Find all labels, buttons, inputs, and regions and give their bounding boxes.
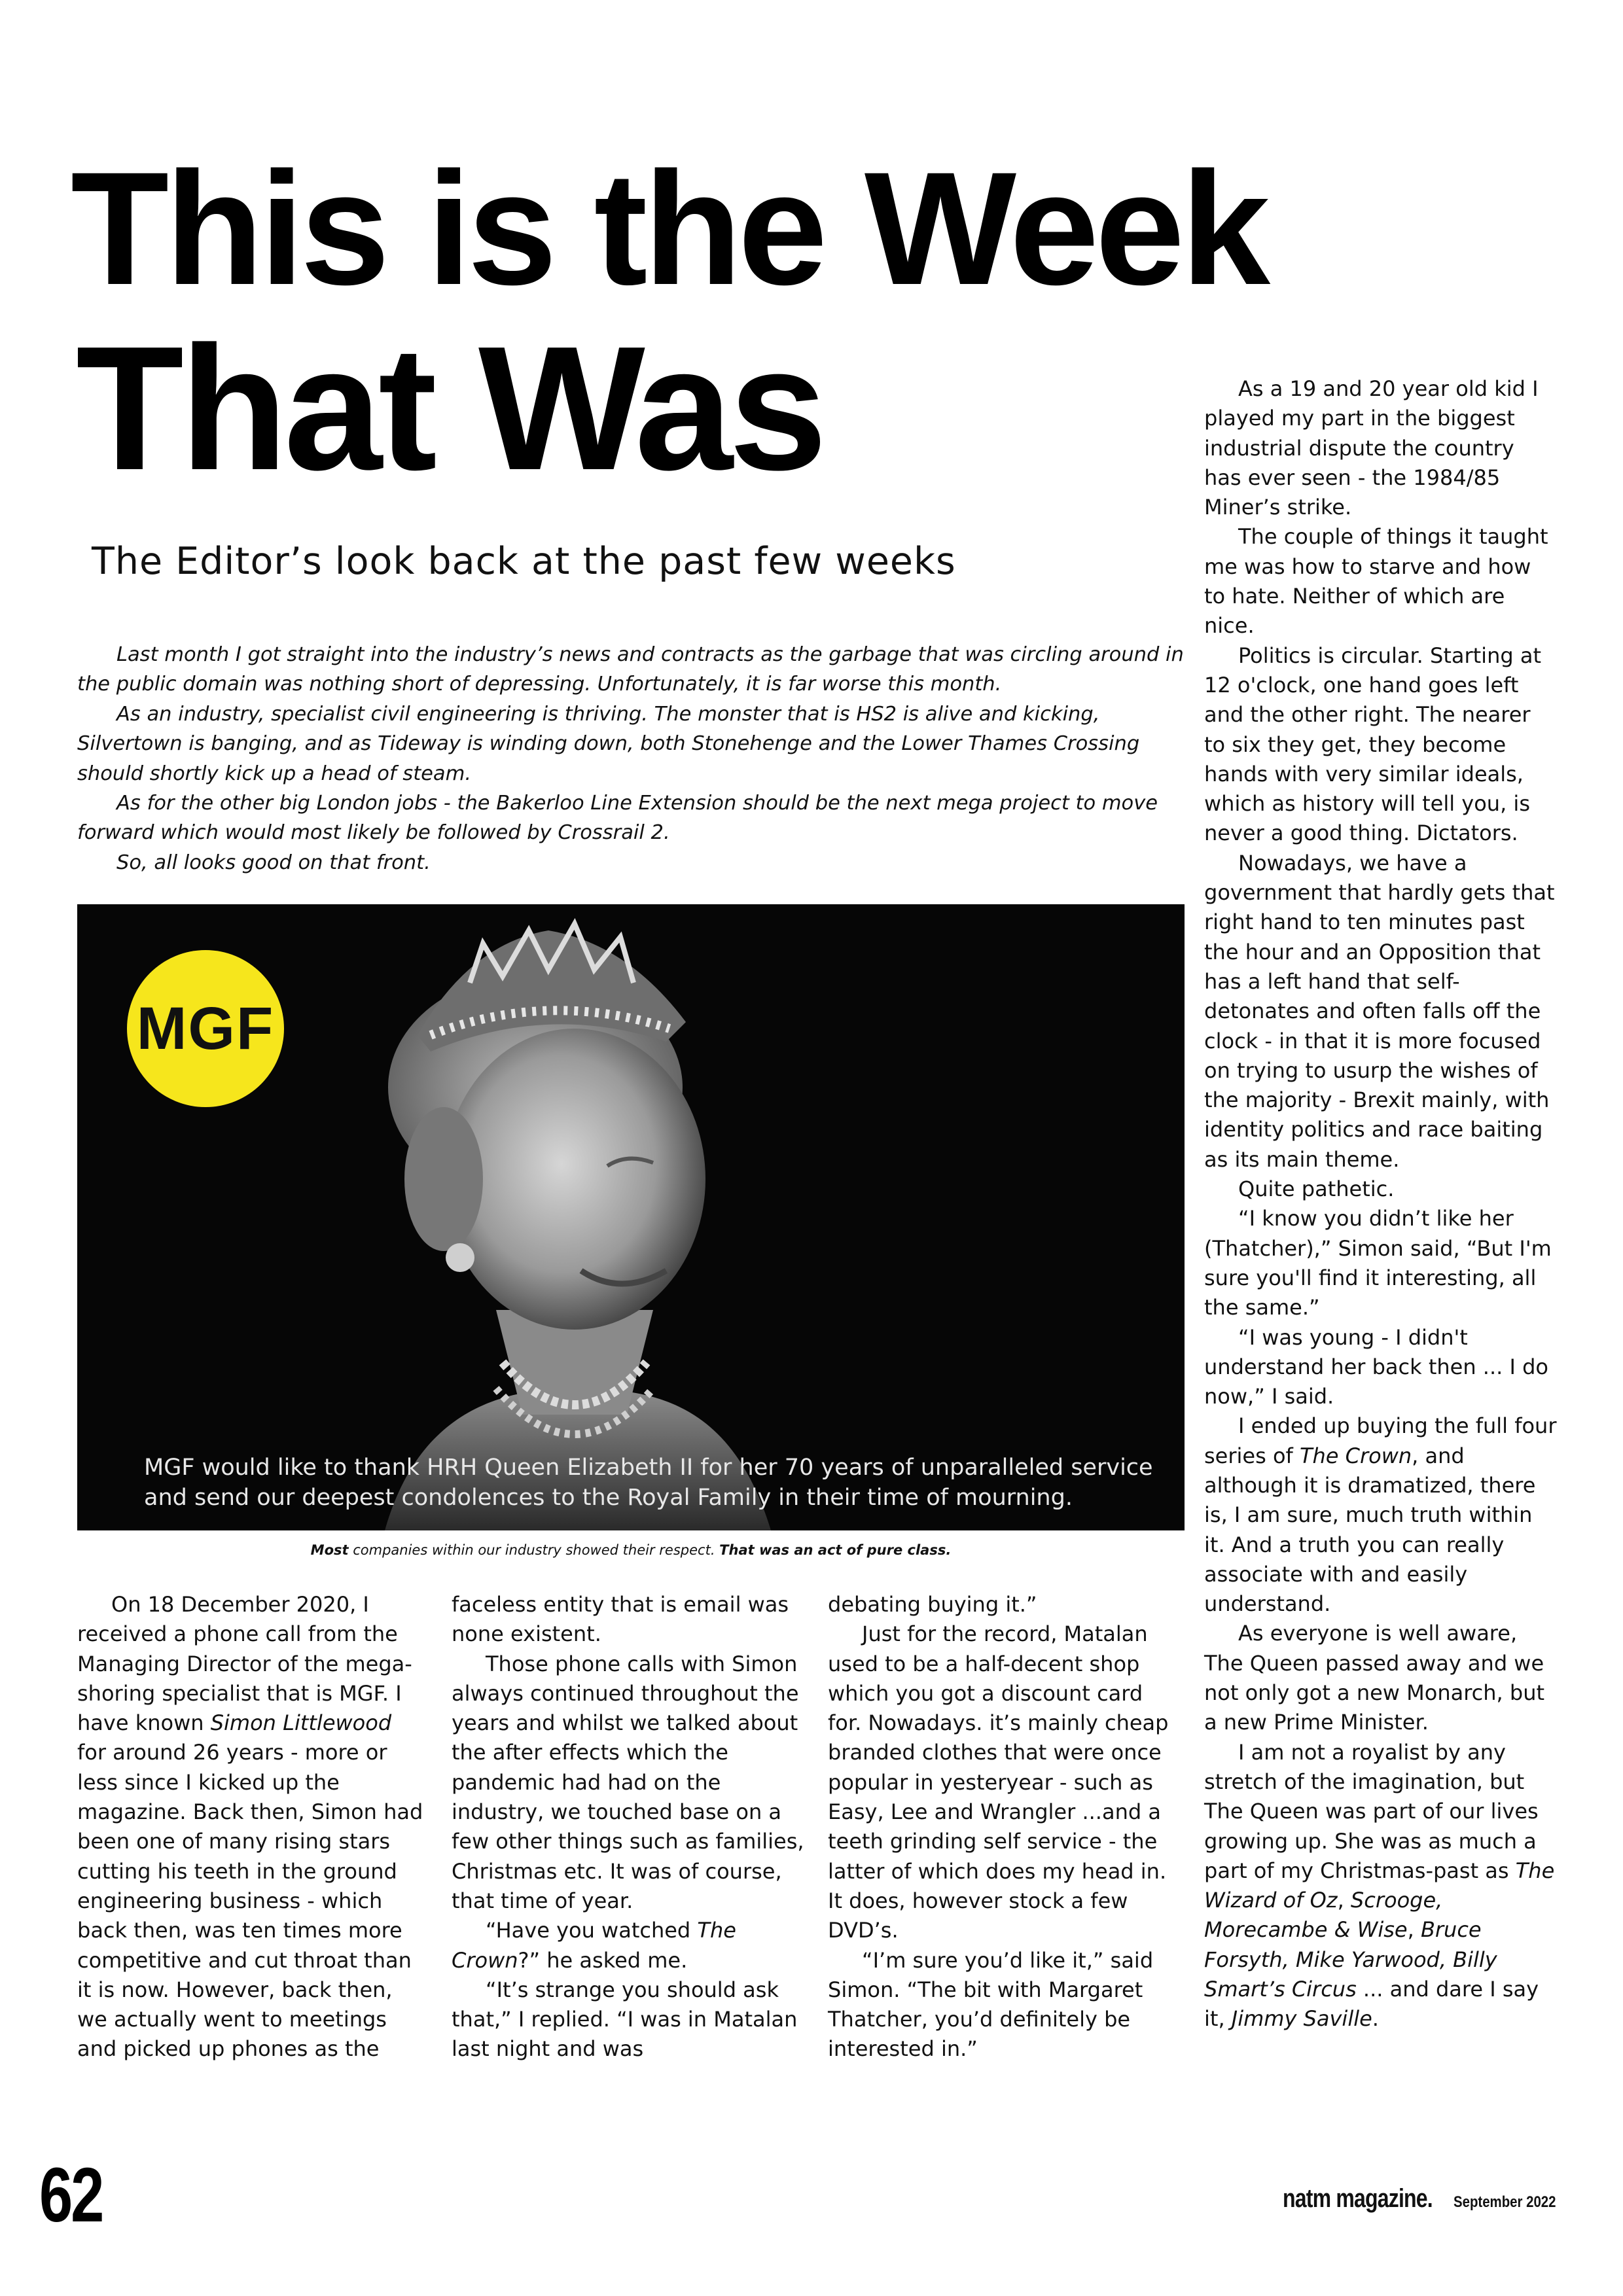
caption-text: companies within our industry showed their respect.	[348, 1542, 720, 1558]
image-caption	[77, 1540, 1185, 1560]
article-paragraph: Politics is circular. Starting at 12 o'clock, one hand goes left and the other right. The nearer to six they get, they become hands with very similar ideals, which as history will tell you, is never a good thing. Dictators.	[1204, 643, 1541, 846]
intro	[77, 640, 1190, 877]
article-paragraph: Quite pathetic.	[1238, 1176, 1395, 1202]
article-paragraph: Those phone calls with Simon always continued throughout the years and whilst we talked about the after effects which the pandemic had had on the industry, we touched base on a few other things such as families, Christmas etc. It was of course, that time of year.	[452, 1651, 804, 1913]
caption-bold-lead: Most	[310, 1542, 349, 1558]
article-column-3	[828, 1590, 1175, 2064]
subtitle: The Editor’s look back at the past few weeks	[92, 540, 956, 583]
article-column-2	[452, 1590, 805, 2064]
article-paragraph: Just for the record, Matalan used to be a half-decent shop which you got a discount card for. Nowadays. it’s mainly cheap branded clothes that were once popular in yesteryear - such as Easy, Lee and Wrangler ...and a teeth grinding self service - the latter of which does my head in. It does, however stock a few DVD’s.	[828, 1621, 1169, 1943]
photo-overlay-caption	[144, 1453, 1165, 1513]
article-paragraph: debating buying it.”	[828, 1592, 1037, 1617]
photo-caption-line1: MGF would like to thank HRH Queen Elizabeth II for her 70 years of unparalleled service	[144, 1455, 1153, 1481]
queen-photo	[77, 904, 1185, 1530]
article-paragraph: As a 19 and 20 year old kid I played my part in the biggest industrial dispute the country has ever seen - the 1984/85 Miner’s strike.	[1204, 376, 1539, 520]
intro-paragraph: So, all looks good on that front.	[116, 851, 431, 874]
intro-paragraph: As an industry, specialist civil engineering is thriving. The monster that is HS2 is alive and kicking, Silvertown is banging, and as Tideway is winding down, both Stonehenge and the Lower Thames Crossing should shortly kick up a head of steam.	[77, 702, 1140, 785]
magazine-name: natm magazine.	[1283, 2184, 1433, 2213]
person-name: Simon Littlewood	[210, 1710, 392, 1736]
article-column-4	[1204, 374, 1558, 2034]
caption-bold-tail: That was an act of pure class.	[719, 1542, 952, 1558]
mgf-logo	[127, 950, 284, 1107]
article-paragraph: “Have you watched The Crown?” he asked me.	[452, 1918, 736, 1973]
title-reference: The Crown	[1299, 1443, 1412, 1468]
article-paragraph: The couple of things it taught me was how to starve and how to hate. Neither of which are nice.	[1204, 524, 1548, 639]
page-number: 62	[39, 2152, 103, 2238]
article-paragraph: I am not a royalist by any stretch of the imagination, but The Queen was part of our lives growing up. She was as much a part of my Christmas-past as The Wizard of Oz, Scrooge, Morecambe & Wise, Bruce Forsyth, Mike Yarwood, Billy Smart’s Circus ... and dare I say it, Jimmy Saville.	[1204, 1739, 1555, 2032]
article-paragraph: “I know you didn’t like her (Thatcher),” Simon said, “But I'm sure you'll find it interesting, all the same.”	[1204, 1206, 1552, 1320]
article-paragraph: I ended up buying the full four series of The Crown, and although it is dramatized, there is, I am sure, much truth within it. And a truth you can really associate with and easily understand.	[1204, 1413, 1557, 1617]
photo-caption-line2: and send our deepest condolences to the Royal Family in their time of mourning.	[144, 1485, 1073, 1511]
mgf-logo-text: MGF	[136, 995, 275, 1062]
article-column-1	[77, 1590, 424, 2064]
article-paragraph: “I was young - I didn't understand her back then ... I do now,” I said.	[1204, 1324, 1548, 1409]
article-paragraph: faceless entity that is email was none existent.	[452, 1592, 789, 1647]
intro-paragraph: Last month I got straight into the industry’s news and contracts as the garbage that was circling around in the public domain was nothing short of depressing. Unfortunately, it is far worse this month.	[77, 643, 1184, 696]
issue-date: September 2022	[1453, 2193, 1556, 2211]
footer-masthead	[1283, 2184, 1574, 2214]
article-paragraph: As everyone is well aware, The Queen passed away and we not only got a new Monarch, but a new Prime Minister.	[1204, 1621, 1545, 1735]
headline-line2: That Was	[76, 310, 824, 507]
article-paragraph: Nowadays, we have a government that hardly gets that right hand to ten minutes past the hour and an Opposition that has a left hand that self-detonates and often falls off the clock - in that it is more focused on trying to usurp the wishes of the majority - Brexit mainly, with identity politics and race baiting as its main theme.	[1204, 850, 1555, 1172]
headline-line1: This is the Week	[71, 139, 1267, 319]
article-paragraph: “I’m sure you’d like it,” said Simon. “The bit with Margaret Thatcher, you’d definitely be interested in.”	[828, 1947, 1154, 2062]
article-paragraph: “It’s strange you should ask that,” I replied. “I was in Matalan last night and was	[452, 1977, 798, 2062]
intro-paragraph: As for the other big London jobs - the Bakerloo Line Extension should be the next mega project to move forward which would most likely be followed by Crossrail 2.	[77, 792, 1158, 845]
title-reference: The Crown	[452, 1918, 736, 1973]
article-paragraph: On 18 December 2020, I received a phone call from the Managing Director of the mega-shoring specialist that is MGF. I have known Simon Littlewood for around 26 years - more or less since I kicked up the magazine. Back then, Simon had been one of many rising stars cutting his teeth in the ground engineering business - which back then, was ten times more competitive and cut throat than it is now. However, back then, we actually went to meetings and picked up phones as the	[77, 1592, 423, 2062]
